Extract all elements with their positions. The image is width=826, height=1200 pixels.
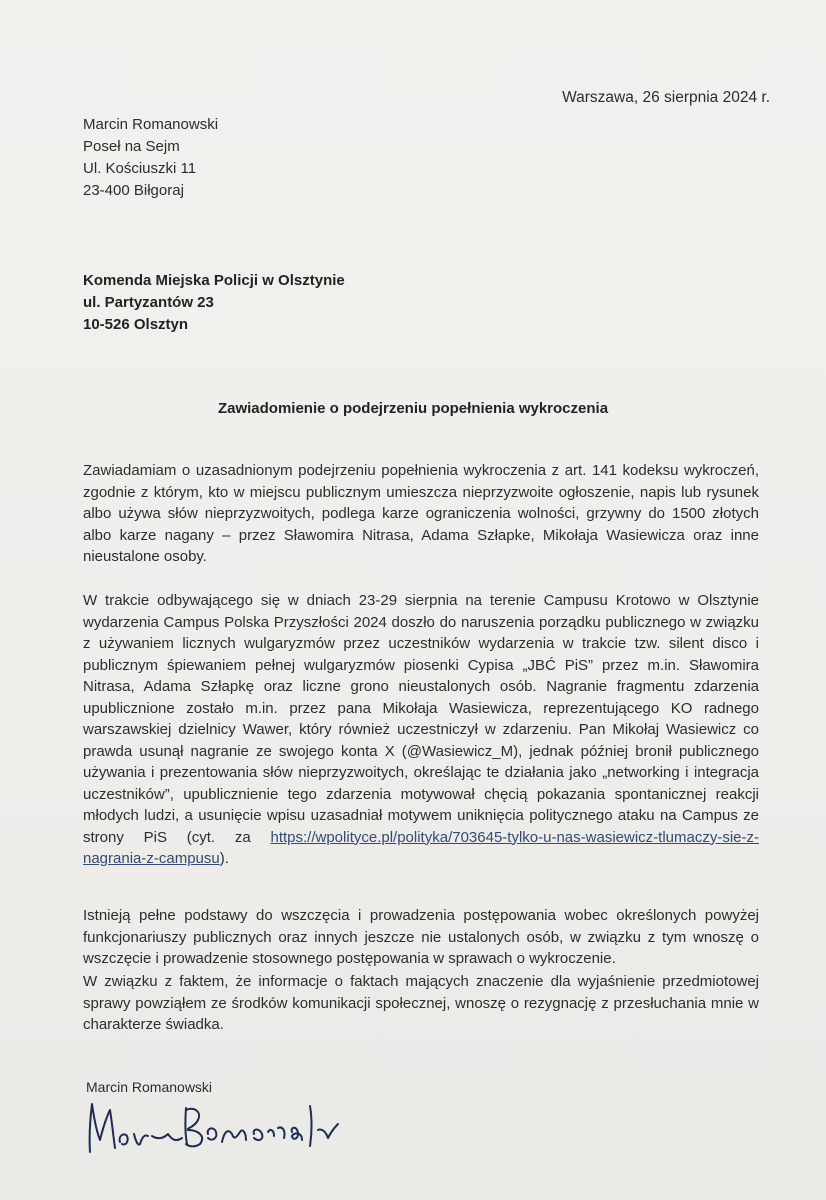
body-paragraph-3: Istnieją pełne podstawy do wszczęcia i prowadzenia postępowania wobec określonych powyżej funkcjonariuszy publicznych oraz innych jeszcze nie ustalonych osób, w związku z tym wnoszę o wszczęcie i prowadzenie stosownego postępowania w sprawach o wykroczenie. bbox=[83, 907, 759, 967]
sender-street: Ul. Kościuszki 11 bbox=[83, 160, 197, 177]
sender-title: Poseł na Sejm bbox=[83, 138, 180, 155]
recipient-street: ul. Partyzantów 23 bbox=[83, 294, 214, 311]
sender-address bbox=[83, 114, 218, 202]
letter-subject: Zawiadomienie o podejrzeniu popełnienia wykroczenia bbox=[217, 400, 609, 417]
body-paragraph-4: W związku z faktem, że informacje o faktach mających znaczenie dla wyjaśnienie przedmiotowej sprawy powziąłem ze środków komunikacji społecznej, wnoszę o rezygnację z przesłuchania mnie w charakterze świadka. bbox=[83, 973, 759, 1033]
recipient-city: 10-526 Olsztyn bbox=[83, 316, 189, 333]
body-paragraph-2 bbox=[83, 590, 759, 870]
body-paragraph-2-end: ). bbox=[219, 850, 229, 867]
recipient-address bbox=[83, 270, 345, 336]
body-paragraph-2-text: W trakcie odbywającego się w dniach 23-29 sierpnia na terenie Campusu Krotowo w Olsztynie wydarzenia Campus Polska Przyszłości 2024 doszło do naruszenia porządku publicznego w związku z używaniem licznych wulgaryzmów przez uczestników wydarzenia w trakcie tzw. silent disco i publicznym śpiewaniem pełnej wulgaryzmów piosenki Cypisa „JBĆ PiS” przez m.in. Sławomira Nitrasa, Adama Szłapkę oraz liczne grono nieustalonych osób. Nagranie fragmentu zdarzenia upublicznione zostało m.in. przez pana Mikołaja Wasiewicza, reprezentującego KO radnego warszawskiej dzielnicy Wawer, który również uczestniczył w zdarzeniu. Pan Mikołaj Wasiewicz co prawda usunął nagranie ze swojego konta X (@Wasiewicz_M), jednak później bronił publicznego używania i prezentowania słów nieprzyzwoitych, określając te działania jako „networking i integracja uczestników”, upublicznienie tego zdarzenia motywował chęcią pokazania spontanicznej reakcji młodych ludzi, a usunięcie wpisu uzasadniał motywem uniknięcia politycznego ataku na Campus ze strony PiS (cyt. za bbox=[83, 592, 759, 846]
letter-date: Warszawa, 26 sierpnia 2024 r. bbox=[562, 89, 770, 106]
signature-name: Marcin Romanowski bbox=[86, 1079, 213, 1095]
handwritten-signature bbox=[82, 1088, 344, 1170]
sender-name: Marcin Romanowski bbox=[83, 116, 219, 133]
source-link[interactable]: https://wpolityce.pl/polityka/703645-tylko-u-nas-wasiewicz-tlumaczy-sie-z-nagrania-z-campusu bbox=[83, 828, 759, 867]
sender-city: 23-400 Biłgoraj bbox=[83, 182, 184, 199]
recipient-name: Komenda Miejska Policji w Olsztynie bbox=[83, 272, 345, 289]
body-paragraph-1: Zawiadamiam o uzasadnionym podejrzeniu popełnienia wykroczenia z art. 141 kodeksu wykroczeń, zgodnie z którym, kto w miejscu publicznym umieszcza nieprzyzwoite ogłoszenie, napis lub rysunek albo używa słów nieprzyzwoitych, podlega karze ograniczenia wolności, grzywny do 1500 złotych albo karze nagany – przez Sławomira Nitrasa, Adama Szłapke, Mikołaja Wasiewicza oraz inne nieustalone osoby. bbox=[83, 462, 759, 565]
